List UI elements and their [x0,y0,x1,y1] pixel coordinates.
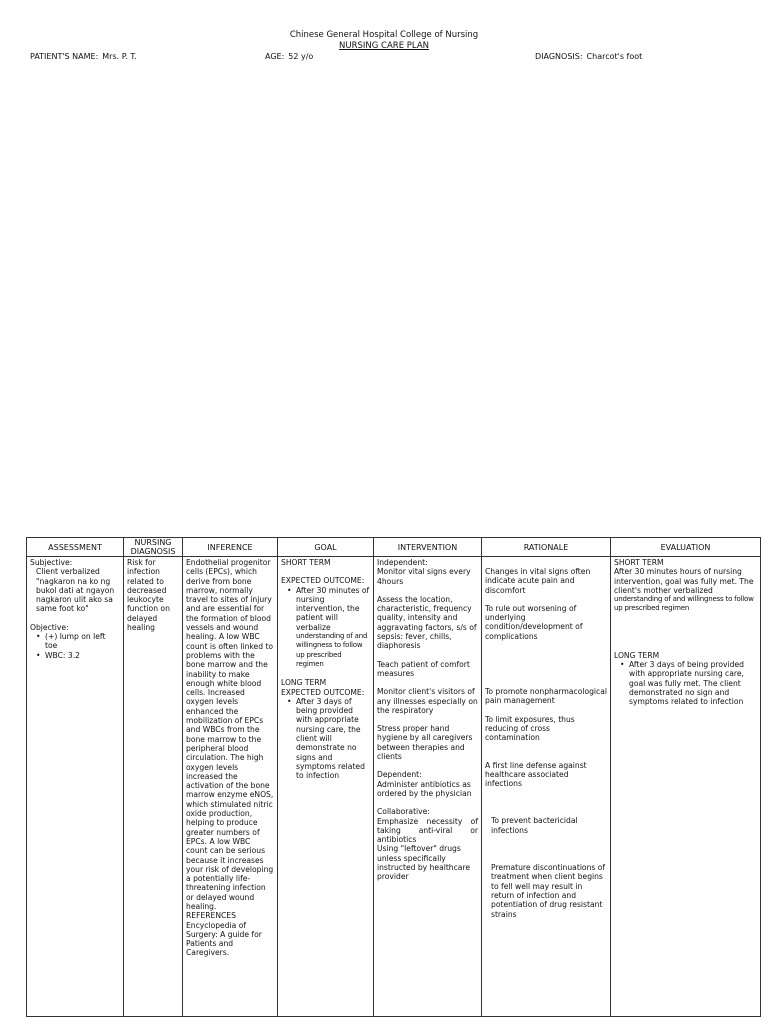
intervention-antiviral: Emphasize necessity of taking anti-viral or antibiotics [377,816,478,845]
patient-name [30,52,137,61]
inference-text: Endothelial progenitor cells (EPCs), which derive from bone marrow, normally travel to sites of injury and are essential for the formation of blood vessels and wound healing. A low WBC count is often linked to problems with the bone marrow and the inability to make enough white blood cells. Increased oxygen levels enhanced the mobilization of EPCs and WBCs from the bone marrow to the peripheral blood circulation. The high oxygen levels increased the activation of the bone marrow enzyme eNOS, which stimulated nitric oxide production, helping to produce greater numbers of EPCs. A low WBC count can be serious because it increases your risk of developing a potentially life-threatening infection or delayed wound healing. [186,558,274,911]
goal-short-term-label: SHORT TERM [281,558,331,567]
evaluation-short-text: After 30 minutes hours of nursing intervention, goal was fully met. The client's mother verbalized [614,567,754,595]
subjective-label: Subjective: [30,558,73,567]
patient-diagnosis-label: DIAGNOSIS: [535,52,583,61]
rationale-defense: A first line defense against healthcare associated infections [485,760,587,789]
goal-cell [278,557,374,1017]
column-header-nursing-diagnosis: NURSING DIAGNOSIS [124,538,183,557]
inference-cell [183,557,278,1017]
rationale-premature: Premature discontinuations of treatment when client begins to fell well may result in return of infection and potentiation of drug resistant strains [491,863,606,919]
rationale-nonpharm: To promote nonpharmacological pain management [485,687,607,706]
independent-label: Independent: [377,558,428,567]
column-header-evaluation: EVALUATION [611,538,761,557]
table-row [27,557,761,1017]
goal-long-expected-label: EXPECTED OUTCOME: [281,687,365,697]
intervention-antibiotics: Administer antibiotics as ordered by the physician [377,779,472,798]
intervention-cell [374,557,482,1017]
nursing-diagnosis-text: Risk for infection related to decreased leukocyte function on delayed healing [127,558,170,633]
goal-long-term-label: LONG TERM [281,678,327,688]
column-header-intervention: INTERVENTION [374,538,482,557]
patient-age [265,52,313,61]
evaluation-short-small: understanding of and willingness to follow up prescribed regimen [614,595,754,613]
institution-name: Chinese General Hospital College of Nursing [289,30,479,40]
assessment-cell [27,557,124,1017]
nursing-diagnosis-cell [124,557,183,1017]
column-header-inference: INFERENCE [183,538,278,557]
evaluation-long-text: • After 3 days of being provided with appropriate nursing care, goal was fully met. The client demonstrated no sign and symptoms related to infection [629,660,757,706]
patient-diagnosis [535,52,642,61]
intervention-comfort: Teach patient of comfort measures [377,659,470,678]
objective-item: • WBC: 3.2 [45,651,120,660]
rationale-worsening: To rule out worsening of underlying condition/development of complications [485,603,583,641]
evaluation-long-list [614,660,757,706]
goal-short-outcome-main: After 30 minutes of nursing intervention, the patient will verbalize [296,585,370,632]
subjective-text: Client verbalized "nagkaron na ko ng bukol dati at ngayon nagkaron ulit ako sa same foot ko" [36,567,115,614]
goal-short-outcome-small: understanding of and willingness to follow up prescribed regimen [296,632,368,668]
table-header-row [27,538,761,557]
column-header-assessment: ASSESSMENT [27,538,124,557]
patient-name-label: PATIENT'S NAME: [30,52,99,61]
rationale-bactericidal: To prevent bactericidal infections [491,816,578,835]
goal-short-expected-label: EXPECTED OUTCOME: [281,576,365,586]
rationale-exposures: To limit exposures, thus reducing of cross contamination [485,714,575,743]
patient-age-label: AGE: [265,52,285,61]
intervention-assess-pain: Assess the location, characteristic, frequency quality, intensity and aggravating factors, s/s of sepsis: fever, chills, diaphoresis [377,594,477,651]
evaluation-cell [611,557,761,1017]
references-label: REFERENCES [186,911,236,921]
goal-long-outcome: • After 3 days of being provided with appropriate nursing care, the client will demonstrate no signs and symptoms related to infection [296,697,370,781]
collaborative-label: Collaborative: [377,807,430,817]
objective-list [30,632,120,660]
goal-short-outcome [296,586,370,670]
patient-diagnosis-value: Charcot's foot [586,52,643,61]
document-title: NURSING CARE PLAN [339,41,429,51]
patient-age-value: 52 y/o [288,52,314,61]
evaluation-long-term-label: LONG TERM [614,650,660,660]
patient-name-value: Mrs. P. T. [102,52,137,61]
objective-label: Objective: [30,622,69,632]
goal-short-list [281,586,370,670]
column-header-rationale: RATIONALE [482,538,611,557]
evaluation-short-term-label: SHORT TERM [614,558,664,567]
dependent-label: Dependent: [377,770,422,780]
intervention-leftover: Using "leftover" drugs unless specifically instructed by healthcare provider [377,844,471,882]
column-header-goal: GOAL [278,538,374,557]
goal-long-list [281,697,370,781]
objective-item: • (+) lump on left toe [45,632,120,651]
rationale-vitals: Changes in vital signs often indicate acute pain and discomfort [485,567,591,595]
reference-text: Encyclopedia of Surgery: A guide for Patients and Caregivers. [186,920,262,958]
rationale-cell [482,557,611,1017]
intervention-hygiene: Stress proper hand hygiene by all caregivers between therapies and clients [377,724,473,762]
nursing-care-plan-table [26,537,761,1017]
intervention-vitals: Monitor vital signs every 4hours [377,567,471,586]
intervention-visitors: Monitor client's visitors of any illnesses especially on the respiratory [377,687,478,715]
